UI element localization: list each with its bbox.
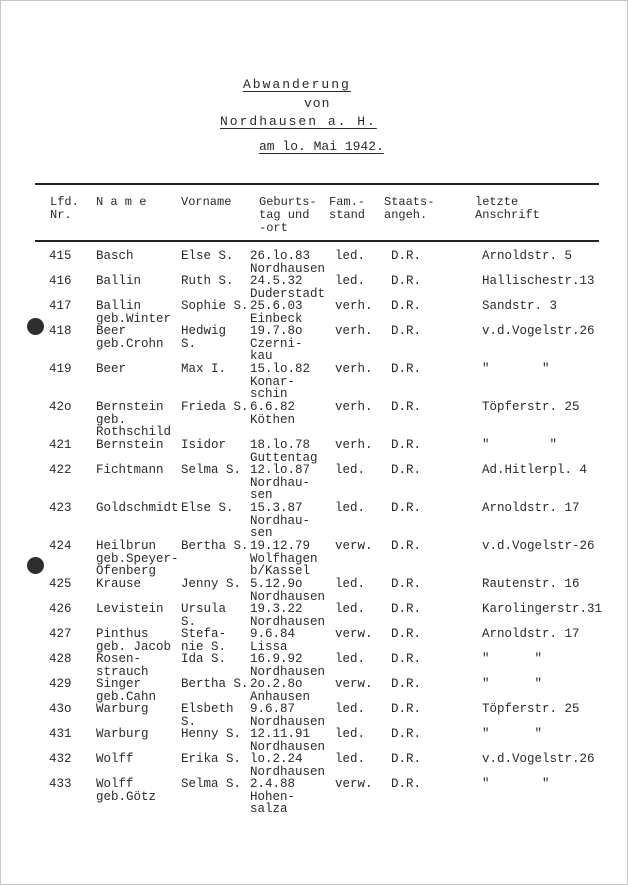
cell-name: Bernstein — [96, 438, 164, 452]
cell-vorname: Frieda S. — [181, 400, 249, 414]
title-line-1: Abwanderung — [243, 77, 351, 92]
cell-famstand: led. — [335, 463, 366, 477]
cell-geburt: 9.6.87 Nordhausen — [250, 702, 326, 729]
cell-geburt: 18.lo.78 Guttentag — [250, 438, 318, 465]
cell-nr: 419 — [49, 362, 72, 376]
cell-name: Wolff — [96, 752, 134, 766]
cell-name: Ballin geb.Winter — [96, 299, 172, 326]
cell-staats: D.R. — [391, 501, 422, 515]
cell-geburt: 5.12.9o Nordhausen — [250, 577, 326, 604]
cell-nr: 428 — [49, 652, 72, 666]
cell-staats: D.R. — [391, 324, 422, 338]
cell-vorname: Bertha S. — [181, 677, 249, 691]
cell-vorname: Selma S. — [181, 777, 242, 791]
cell-geburt: 12.lo.87 Nordhau- sen — [250, 463, 311, 502]
cell-famstand: led. — [335, 602, 366, 616]
cell-famstand: led. — [335, 577, 366, 591]
cell-vorname: Ursula S. — [181, 602, 227, 629]
cell-vorname: Sophie S. — [181, 299, 249, 313]
title-line-2: von — [304, 96, 331, 111]
table-row — [0, 727, 628, 754]
header-top-rule — [35, 183, 599, 185]
cell-name: Heilbrun geb.Speyer- Ofenberg — [96, 539, 179, 578]
cell-anschrift: " " — [482, 652, 543, 666]
cell-vorname: Elsbeth S. — [181, 702, 234, 729]
table-row — [0, 501, 628, 540]
cell-nr: 433 — [49, 777, 72, 791]
table-row — [0, 299, 628, 326]
table-row — [0, 249, 628, 276]
cell-anschrift: Rautenstr. 16 — [482, 577, 580, 591]
cell-geburt: 6.6.82 Köthen — [250, 400, 296, 427]
cell-name: Levistein — [96, 602, 164, 616]
cell-vorname: Else S. — [181, 249, 234, 263]
cell-vorname: Bertha S. — [181, 539, 249, 553]
cell-famstand: led. — [335, 652, 366, 666]
cell-vorname: Isidor — [181, 438, 227, 452]
cell-anschrift: Arnoldstr. 17 — [482, 501, 580, 515]
table-row — [0, 539, 628, 578]
table-row — [0, 702, 628, 729]
header-vorname: Vorname — [181, 195, 232, 209]
cell-nr: 43o — [49, 702, 72, 716]
table-row — [0, 274, 628, 301]
table-row — [0, 752, 628, 779]
cell-anschrift: " " — [482, 727, 543, 741]
cell-geburt: lo.2.24 Nordhausen — [250, 752, 326, 779]
cell-anschrift: " " — [482, 362, 550, 376]
header-famstand: Fam.- stand — [329, 195, 366, 222]
cell-staats: D.R. — [391, 299, 422, 313]
cell-vorname: Ruth S. — [181, 274, 234, 288]
cell-geburt: 19.3.22 Nordhausen — [250, 602, 326, 629]
table-row — [0, 627, 628, 654]
cell-famstand: verh. — [335, 362, 373, 376]
cell-vorname: Hedwig S. — [181, 324, 227, 351]
cell-geburt: 2.4.88 Hohen- salza — [250, 777, 296, 816]
cell-staats: D.R. — [391, 652, 422, 666]
title-line-4: am lo. Mai 1942. — [259, 139, 384, 154]
cell-geburt: 16.9.92 Nordhausen — [250, 652, 326, 679]
table-row — [0, 577, 628, 604]
cell-anschrift: v.d.Vogelstr-26 — [482, 539, 595, 553]
table-row — [0, 777, 628, 816]
cell-staats: D.R. — [391, 702, 422, 716]
cell-vorname: Ida S. — [181, 652, 227, 666]
table-row — [0, 400, 628, 439]
cell-famstand: led. — [335, 752, 366, 766]
cell-staats: D.R. — [391, 752, 422, 766]
cell-anschrift: Hallischestr.13 — [482, 274, 595, 288]
cell-geburt: 25.6.03 Einbeck — [250, 299, 303, 326]
cell-famstand: led. — [335, 501, 366, 515]
cell-geburt: 19.12.79 Wolfhagen b/Kassel — [250, 539, 318, 578]
title-line-3: Nordhausen a. H. — [220, 114, 377, 129]
cell-nr: 425 — [49, 577, 72, 591]
cell-staats: D.R. — [391, 677, 422, 691]
cell-staats: D.R. — [391, 727, 422, 741]
cell-name: Krause — [96, 577, 142, 591]
cell-anschrift: " " — [482, 677, 543, 691]
cell-nr: 423 — [49, 501, 72, 515]
cell-famstand: led. — [335, 727, 366, 741]
cell-famstand: verw. — [335, 539, 373, 553]
cell-nr: 431 — [49, 727, 72, 741]
cell-nr: 417 — [49, 299, 72, 313]
cell-anschrift: Sandstr. 3 — [482, 299, 558, 313]
cell-famstand: verh. — [335, 324, 373, 338]
cell-name: Beer geb.Crohn — [96, 324, 164, 351]
cell-famstand: verh. — [335, 299, 373, 313]
punch-hole-icon — [27, 318, 44, 335]
cell-anschrift: " " — [482, 438, 558, 452]
header-name: N a m e — [96, 195, 147, 209]
cell-famstand: led. — [335, 702, 366, 716]
cell-vorname: Selma S. — [181, 463, 242, 477]
cell-nr: 426 — [49, 602, 72, 616]
cell-vorname: Else S. — [181, 501, 234, 515]
cell-staats: D.R. — [391, 577, 422, 591]
cell-name: Rosen- strauch — [96, 652, 149, 679]
header-nr: Lfd. Nr. — [50, 195, 79, 222]
cell-staats: D.R. — [391, 249, 422, 263]
cell-geburt: 9.6.84 Lissa — [250, 627, 296, 654]
cell-staats: D.R. — [391, 602, 422, 616]
cell-name: Fichtmann — [96, 463, 164, 477]
cell-anschrift: Karolingerstr.31 — [482, 602, 603, 616]
cell-anschrift: " " — [482, 777, 550, 791]
cell-nr: 418 — [49, 324, 72, 338]
cell-geburt: 2o.2.8o Anhausen — [250, 677, 311, 704]
cell-name: Bernstein geb. Rothschild — [96, 400, 172, 439]
table-row — [0, 602, 628, 629]
cell-vorname: Jenny S. — [181, 577, 242, 591]
cell-famstand: led. — [335, 274, 366, 288]
cell-nr: 421 — [49, 438, 72, 452]
cell-geburt: 15.lo.82 Konar- schin — [250, 362, 311, 401]
cell-anschrift: v.d.Vogelstr.26 — [482, 324, 595, 338]
cell-name: Basch — [96, 249, 134, 263]
cell-vorname: Max I. — [181, 362, 227, 376]
cell-staats: D.R. — [391, 463, 422, 477]
cell-nr: 432 — [49, 752, 72, 766]
cell-anschrift: Ad.Hitlerpl. 4 — [482, 463, 588, 477]
cell-name: Pinthus geb. Jacob — [96, 627, 172, 654]
cell-name: Goldschmidt — [96, 501, 179, 515]
cell-staats: D.R. — [391, 438, 422, 452]
table-row — [0, 463, 628, 502]
cell-anschrift: Arnoldstr. 5 — [482, 249, 573, 263]
table-row — [0, 324, 628, 363]
header-geburt: Geburts- tag und -ort — [259, 195, 317, 235]
table-row — [0, 362, 628, 401]
header-bottom-rule — [35, 240, 599, 242]
cell-geburt: 19.7.8o Czerni- kau — [250, 324, 303, 363]
punch-hole-icon — [27, 557, 44, 574]
cell-vorname: Stefa- nie S. — [181, 627, 227, 654]
cell-anschrift: Arnoldstr. 17 — [482, 627, 580, 641]
cell-name: Beer — [96, 362, 127, 376]
cell-famstand: verh. — [335, 438, 373, 452]
cell-name: Warburg — [96, 727, 149, 741]
cell-famstand: verh. — [335, 400, 373, 414]
cell-famstand: verw. — [335, 627, 373, 641]
cell-vorname: Henny S. — [181, 727, 242, 741]
cell-nr: 427 — [49, 627, 72, 641]
header-staats: Staats- angeh. — [384, 195, 435, 222]
cell-nr: 429 — [49, 677, 72, 691]
cell-anschrift: v.d.Vogelstr.26 — [482, 752, 595, 766]
cell-nr: 42o — [49, 400, 72, 414]
cell-nr: 416 — [49, 274, 72, 288]
cell-nr: 415 — [49, 249, 72, 263]
cell-staats: D.R. — [391, 777, 422, 791]
cell-staats: D.R. — [391, 627, 422, 641]
cell-nr: 424 — [49, 539, 72, 553]
cell-vorname: Erika S. — [181, 752, 242, 766]
cell-name: Singer geb.Cahn — [96, 677, 157, 704]
cell-anschrift: Töpferstr. 25 — [482, 400, 580, 414]
cell-nr: 422 — [49, 463, 72, 477]
cell-staats: D.R. — [391, 539, 422, 553]
cell-name: Ballin — [96, 274, 142, 288]
cell-famstand: verw. — [335, 677, 373, 691]
cell-staats: D.R. — [391, 362, 422, 376]
cell-geburt: 12.11.91 Nordhausen — [250, 727, 326, 754]
cell-staats: D.R. — [391, 400, 422, 414]
cell-geburt: 24.5.32 Duderstadt — [250, 274, 326, 301]
cell-name: Warburg — [96, 702, 149, 716]
cell-staats: D.R. — [391, 274, 422, 288]
header-anschrift: letzte Anschrift — [475, 195, 540, 222]
table-row — [0, 652, 628, 679]
table-row — [0, 677, 628, 704]
cell-famstand: led. — [335, 249, 366, 263]
cell-famstand: verw. — [335, 777, 373, 791]
cell-name: Wolff geb.Götz — [96, 777, 157, 804]
cell-geburt: 26.lo.83 Nordhausen — [250, 249, 326, 276]
cell-geburt: 15.3.87 Nordhau- sen — [250, 501, 311, 540]
table-row — [0, 438, 628, 465]
cell-anschrift: Töpferstr. 25 — [482, 702, 580, 716]
